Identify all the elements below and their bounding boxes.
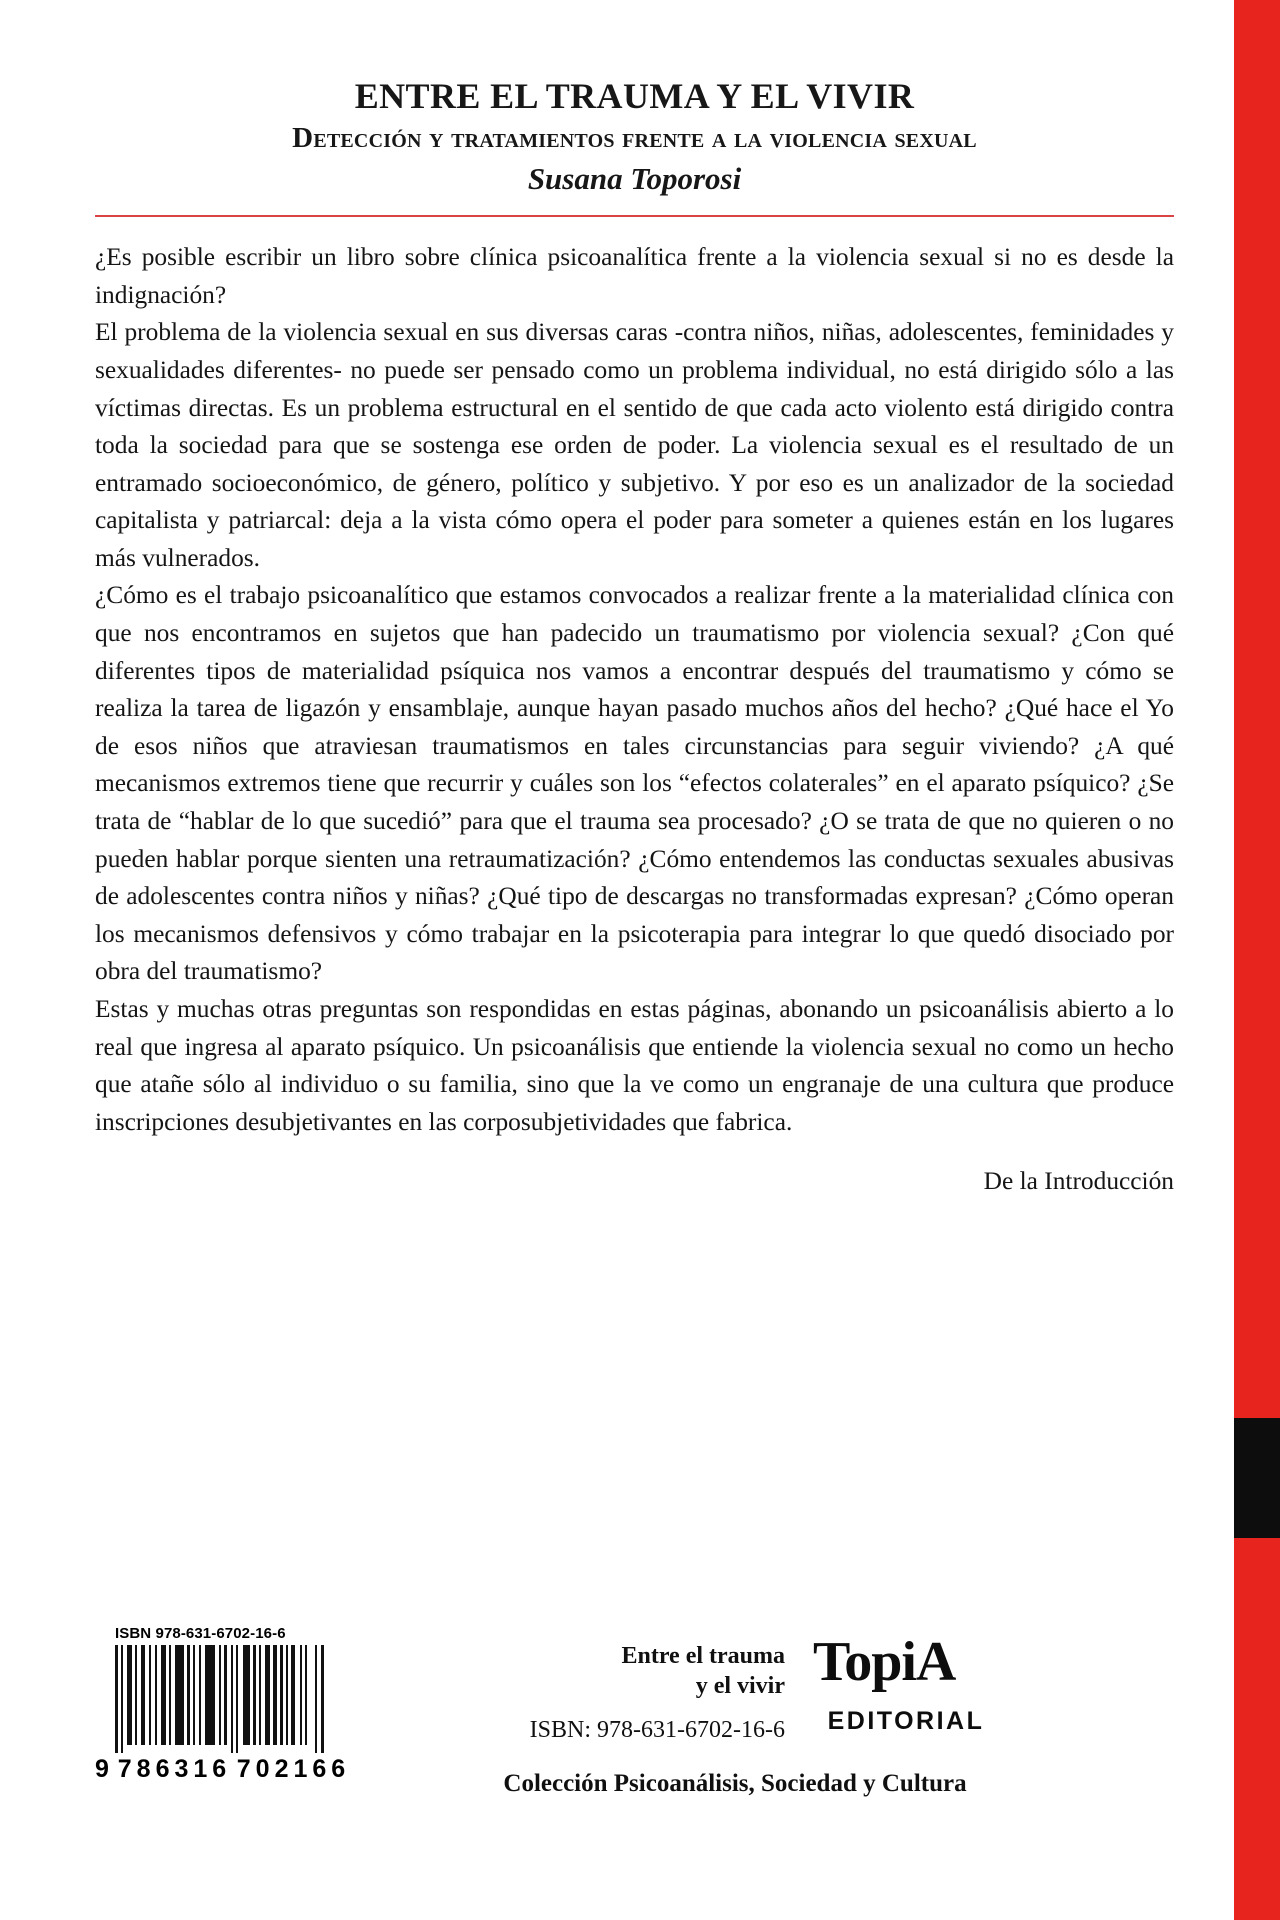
barcode-digits-left: 786316 — [117, 1755, 232, 1783]
blurb-paragraph: Estas y muchas otras preguntas son respondidas en estas páginas, abonando un psicoanálisis abierto a lo real que ingresa al aparato psíquico. Un psicoanálisis que entiende la violencia sexual no como un hecho que atañe sólo al individuo o su familia, sino que la ve como un engranaje de una cultura que produce inscripciones desubjetivantes en las corposubjetividades que fabrica. — [95, 995, 1174, 1136]
topia-editorial-label: EDITORIAL — [827, 1707, 985, 1735]
blurb-attribution: De la Introducción — [983, 1167, 1174, 1196]
cover-footer — [95, 1625, 1220, 1875]
topia-wordmark: TopiA — [813, 1631, 956, 1693]
header-divider-rule — [95, 215, 1174, 217]
book-title: ENTRE EL TRAUMA Y EL VIVIR — [354, 76, 915, 116]
publisher-top-row — [455, 1633, 1175, 1701]
spine-red-bar-top — [1234, 0, 1280, 1418]
book-subtitle: Detección y tratamientos frente a la violencia sexual — [292, 121, 977, 154]
spine-red-bar-bottom — [1234, 1538, 1280, 1920]
barcode-block — [95, 1625, 385, 1784]
cover-header — [95, 0, 1174, 217]
book-author: Susana Toporosi — [527, 161, 742, 197]
blurb-text — [95, 239, 1174, 1196]
publisher-book-title — [455, 1633, 785, 1701]
blurb-paragraph: El problema de la violencia sexual en sus diversas caras -contra niños, niñas, adolescentes, feminidades y sexualidades diferentes- no puede ser pensado como un problema individual, no está dirigido sólo a las víctimas directas. Es un problema estructural en el sentido de que cada acto violento está dirigido contra toda la sociedad para que se sostenga ese orden de poder. La violencia sexual es el resultado de un entramado socioeconómico, de género, político y subjetivo. Y por eso es un analizador de la sociedad capitalista y patriarcal: deja a la vista cómo opera el poder para someter a quienes están en los lugares más vulnerados. — [95, 318, 1174, 572]
publisher-book-title-line1: Entre el trauma — [621, 1643, 785, 1669]
barcode-digits-right: 702166 — [236, 1755, 351, 1783]
publisher-isbn: ISBN: 978-631-6702-16-6 — [529, 1717, 785, 1743]
blurb-paragraph: ¿Cómo es el trabajo psicoanalítico que estamos convocados a realizar frente a la materialidad clínica con que nos encontramos en sujetos que han padecido un traumatismo por violencia sexual? ¿Con qué diferentes tipos de materialidad psíquica nos vamos a encontrar después del traumatismo y cómo se realiza la tarea de ligazón y ensamblaje, aunque hayan pasado muchos años del hecho? ¿Qué hace el Yo de esos niños que atraviesan traumatismos en tales circunstancias para seguir viviendo? ¿A qué mecanismos extremos tiene que recurrir y cuáles son los “efectos colaterales” en el aparato psíquico? ¿Se trata de “hablar de lo que sucedió” para que el trauma sea procesado? ¿O se trata de que no quieren o no pueden hablar porque sienten una retraumatización? ¿Cómo entendemos las conductas sexuales abusivas de adolescentes contra niños y niñas? ¿Qué tipo de descargas no transformadas expresan? ¿Cómo operan los mecanismos defensivos y cómo trabajar en la psicoterapia para integrar lo que quedó disociado por obra del traumatismo? — [95, 581, 1174, 986]
blurb-paragraph: ¿Es posible escribir un libro sobre clínica psicoanalítica frente a la violencia sexual si no es desde la indignación? — [95, 243, 1174, 309]
publisher-collection: Colección Psicoanálisis, Sociedad y Cultura — [503, 1770, 967, 1797]
topia-logo — [813, 1633, 1013, 1691]
barcode-digits — [95, 1755, 353, 1784]
barcode-digit-lead: 9 — [95, 1755, 110, 1783]
barcode-isbn-label: ISBN 978-631-6702-16-6 — [115, 1625, 286, 1642]
spine-black-bar — [1234, 1418, 1280, 1538]
ean13-barcode-icon — [95, 1645, 345, 1753]
publisher-book-title-line2: y el vivir — [695, 1673, 785, 1699]
publisher-block — [455, 1633, 1175, 1798]
